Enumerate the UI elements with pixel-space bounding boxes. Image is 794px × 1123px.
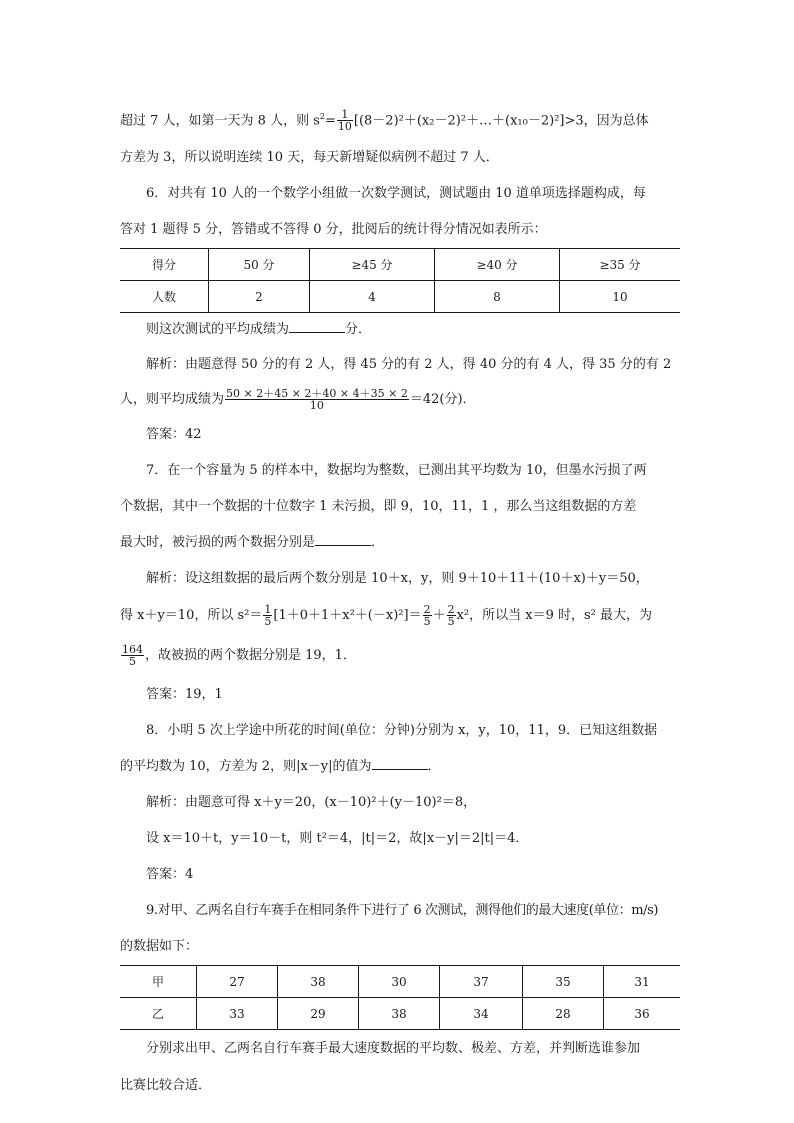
text-run: ＋ [432, 608, 446, 624]
document-page [120, 98, 680, 1104]
text-run: ＝42(分)． [409, 392, 476, 408]
table-cell: 甲 [120, 966, 197, 998]
fraction-denominator: 5 [447, 615, 455, 629]
text-run: ，故被损的两个数据分别是 19，1． [145, 648, 356, 664]
solution-8-line-2: 设 x＝10＋t，y＝10－t，则 t²＝4，|t|＝2，故|x－y|＝2|t|＝4． [146, 831, 529, 847]
table-cell: 乙 [120, 998, 197, 1030]
table-cell: ≥45 分 [310, 249, 435, 281]
table-cell: 29 [278, 998, 359, 1030]
question-9-line-1: 9.对甲、乙两名自行车赛手在相同条件下进行了 6 次测试，测得他们的最大速度(单位：m/s) [146, 903, 659, 919]
table-cell: 38 [278, 966, 359, 998]
answer-7: 答案：19，1 [146, 687, 223, 703]
table-cell: 50 分 [209, 249, 310, 281]
fraction [121, 644, 144, 668]
fraction-denominator: 5 [129, 655, 136, 669]
table-cell: 31 [604, 966, 681, 998]
table-row [120, 998, 680, 1030]
question-6-line-1: 6．对共有 10 人的一个数学小组做一次数学测试，测试题由 10 道单项选择题构成，每 [146, 186, 646, 202]
paragraph-line: 方差为 3，所以说明连续 10 天，每天新增疑似病例不超过 7 人． [120, 150, 499, 166]
text-run: ． [427, 759, 441, 775]
solution-7-line-1: 解析：设这组数据的最后两个数分别是 10＋x，y，则 9＋10＋11＋(10＋x)＋y＝50， [146, 571, 649, 587]
table-cell: 得分 [120, 249, 209, 281]
text-run: 人，则平均成绩为 [120, 392, 225, 408]
table-cell: ≥35 分 [560, 249, 681, 281]
solution-6-line-2 [120, 383, 680, 417]
question-7-line-3 [120, 525, 680, 561]
fraction-numerator: 164 [122, 642, 143, 656]
table-cell: ≥40 分 [435, 249, 560, 281]
paragraph-line [120, 98, 680, 140]
text-run: 分． [345, 322, 372, 338]
solution-6-line-1: 解析：由题意得 50 分的有 2 人，得 45 分的有 2 人，得 40 分的有 4 人，得 35 分的有 2 [146, 357, 672, 373]
answer-blank [372, 757, 428, 770]
table-cell: 28 [523, 998, 604, 1030]
table-cell: 37 [440, 966, 523, 998]
question-9-after-2: 比赛比较合适． [120, 1078, 212, 1094]
text-run: 的平均数为 10，方差为 2，则|x－y|的值为 [120, 759, 372, 775]
fraction-denominator: 10 [309, 399, 324, 413]
fraction-denominator: 10 [337, 120, 352, 134]
question-8-line-2 [120, 749, 680, 785]
fraction [263, 604, 272, 628]
solution-7-line-2 [120, 597, 680, 635]
fraction-numerator: 50 × 2＋45 × 2＋40 × 4＋35 × 2 [226, 386, 408, 400]
fraction-denominator: 5 [264, 615, 272, 629]
table-row [120, 966, 680, 998]
answer-blank [315, 533, 371, 546]
table-cell: 35 [523, 966, 604, 998]
table-cell: 27 [197, 966, 278, 998]
table-cell: 30 [359, 966, 440, 998]
table-cell: 38 [359, 998, 440, 1030]
score-table [120, 248, 680, 313]
table-row [120, 281, 680, 313]
text-run: 最大时，被污损的两个数据分别是 [120, 535, 316, 551]
text-run: 超过 7 人，如第一天为 8 人，则 s [120, 113, 320, 129]
fraction-numerator: 2 [447, 602, 455, 616]
table-cell: 36 [604, 998, 681, 1030]
table-cell: 10 [560, 281, 681, 313]
table-cell: 2 [209, 281, 310, 313]
table-cell: 人数 [120, 281, 209, 313]
answer-6: 答案：42 [146, 427, 202, 443]
question-6-line-2: 答对 1 题得 5 分，答错或不答得 0 分，批阅后的统计得分情况如表所示： [120, 222, 547, 238]
table-cell: 34 [440, 998, 523, 1030]
text-run: 得 x＋y＝10，所以 s²＝ [120, 608, 263, 624]
answer-8: 答案：4 [146, 867, 194, 883]
fraction-numerator: 1 [337, 109, 353, 122]
solution-7-line-3 [120, 635, 680, 677]
fraction [447, 604, 456, 628]
text-run: x²，所以当 x＝9 时，s² 最大，为 [456, 608, 653, 624]
fraction-denominator: 5 [423, 615, 431, 629]
speed-table [120, 965, 680, 1030]
question-9-line-2: 的数据如下： [120, 939, 199, 955]
question-8-line-1: 8．小明 5 次上学途中所花的时间(单位：分钟)分别为 x，y，10，11，9．已知这组数据 [146, 723, 658, 739]
fraction [225, 388, 409, 412]
text-run: ． [371, 535, 385, 551]
text-run: [1＋0＋1＋x²＋(－x)²]＝ [273, 608, 422, 624]
question-9-after-1: 分别求出甲、乙两名自行车赛手最大速度数据的平均数、极差、方差，并判断选谁参加 [146, 1041, 641, 1057]
fraction-numerator: 2 [423, 602, 431, 616]
question-7-line-1: 7．在一个容量为 5 的样本中，数据均为整数，已测出其平均数为 10，但墨水污损了两 [146, 463, 647, 479]
table-cell: 4 [310, 281, 435, 313]
fraction [423, 604, 432, 628]
question-6-ask [120, 313, 680, 347]
text-run: = [324, 113, 336, 129]
text-run: [(8－2)²＋(x₂－2)²＋…＋(x₁₀－2)²]>3，因为总体 [353, 113, 649, 129]
fraction [337, 109, 353, 133]
table-row [120, 249, 680, 281]
solution-8-line-1: 解析：由题意可得 x＋y＝20，(x－10)²＋(y－10)²＝8， [146, 795, 477, 811]
fraction-numerator: 1 [264, 602, 272, 616]
superscript: 2 [319, 112, 325, 121]
answer-blank [289, 320, 345, 333]
text-run: 则这次测试的平均成绩为 [146, 322, 290, 338]
table-cell: 8 [435, 281, 560, 313]
question-7-line-2: 个数据，其中一个数据的十位数字 1 未污损，即 9，10，11，1 ，那么当这组数据的方差 [120, 499, 637, 515]
table-cell: 33 [197, 998, 278, 1030]
